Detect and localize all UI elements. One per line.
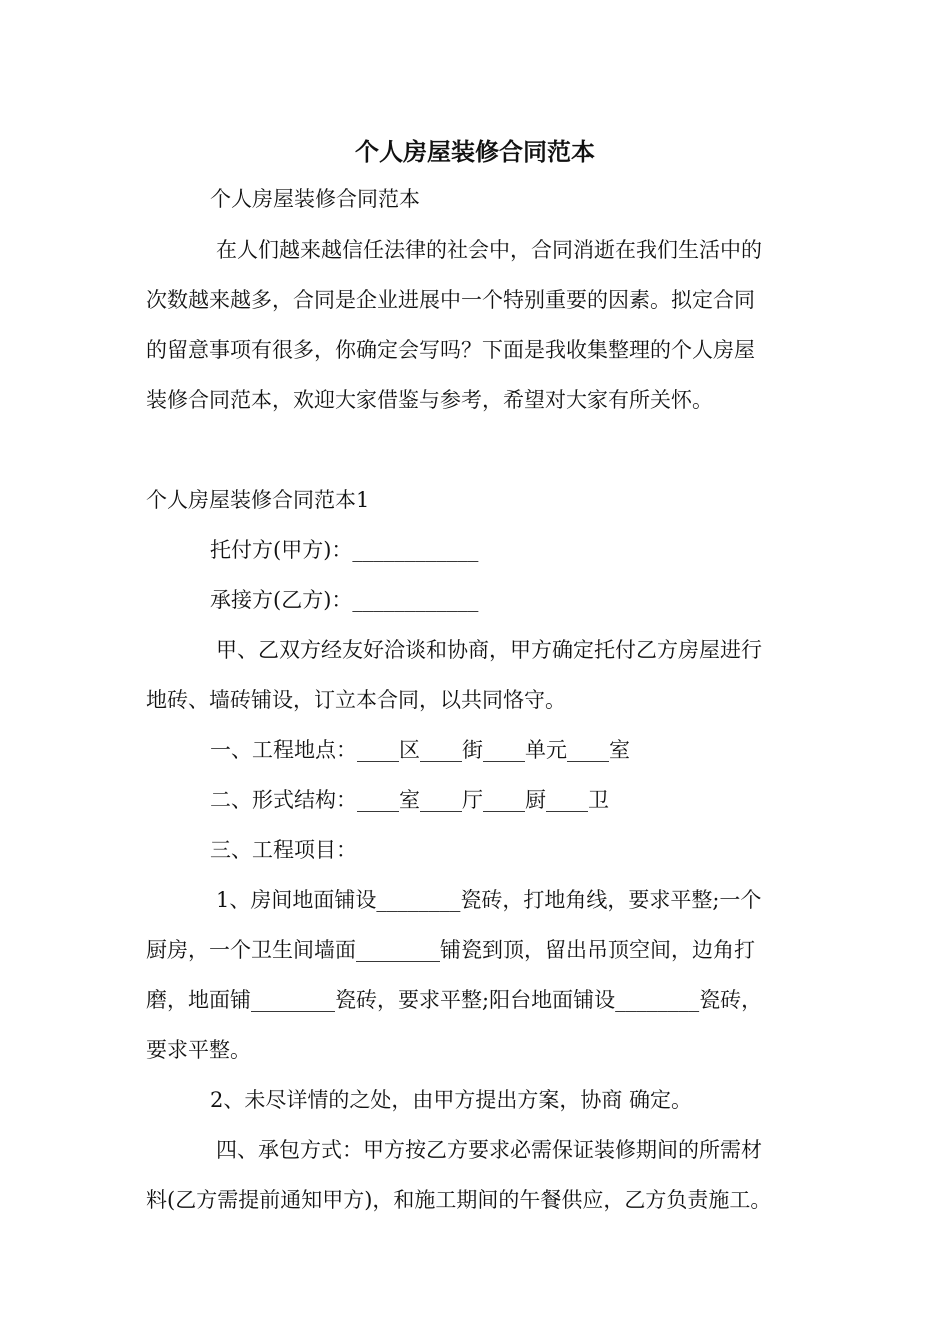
intro-line-1: 在人们越来越信任法律的社会中，合同消逝在我们生活中的 xyxy=(216,238,762,262)
party-a-line: 托付方(甲方)：____________ xyxy=(210,538,479,562)
clause-1-location: 一、工程地点：____区____街____单元____室 xyxy=(210,738,630,762)
document-title: 个人房屋装修合同范本 xyxy=(355,137,595,166)
clause-4-line-1: 四、承包方式：甲方按乙方要求必需保证装修期间的所需材 xyxy=(216,1138,762,1162)
section-heading: 个人房屋装修合同范本1 xyxy=(146,488,370,512)
party-b-line: 承接方(乙方)：____________ xyxy=(210,588,479,612)
intro-line-4: 装修合同范本，欢迎大家借鉴与参考，希望对大家有所关怀。 xyxy=(146,388,713,412)
item-1-line-4: 要求平整。 xyxy=(146,1038,251,1062)
document-subtitle: 个人房屋装修合同范本 xyxy=(210,187,420,211)
intro-line-2: 次数越来越多，合同是企业进展中一个特别重要的因素。拟定合同 xyxy=(146,288,755,312)
item-2-line: 2、未尽详情的之处，由甲方提出方案，协商 确定。 xyxy=(210,1088,693,1112)
clause-4-line-2: 料(乙方需提前通知甲方)，和施工期间的午餐供应，乙方负责施工。 xyxy=(146,1188,772,1212)
item-1-line-2: 厨房，一个卫生间墙面________铺瓷到顶，留出吊顶空间，边角打 xyxy=(146,938,755,962)
clause-2-structure: 二、形式结构：____室____厅____厨____卫 xyxy=(210,788,609,812)
item-1-line-1: 1、房间地面铺设________瓷砖，打地角线，要求平整;一个 xyxy=(216,888,762,912)
agreement-line-1: 甲、乙双方经友好洽谈和协商，甲方确定托付乙方房屋进行 xyxy=(216,638,762,662)
item-1-line-3: 磨，地面铺________瓷砖，要求平整;阳台地面铺设________瓷砖， xyxy=(146,988,763,1012)
agreement-line-2: 地砖、墙砖铺设，订立本合同，以共同恪守。 xyxy=(146,688,566,712)
intro-line-3: 的留意事项有很多，你确定会写吗？下面是我收集整理的个人房屋 xyxy=(146,338,755,362)
clause-3-heading: 三、工程项目： xyxy=(210,838,357,862)
